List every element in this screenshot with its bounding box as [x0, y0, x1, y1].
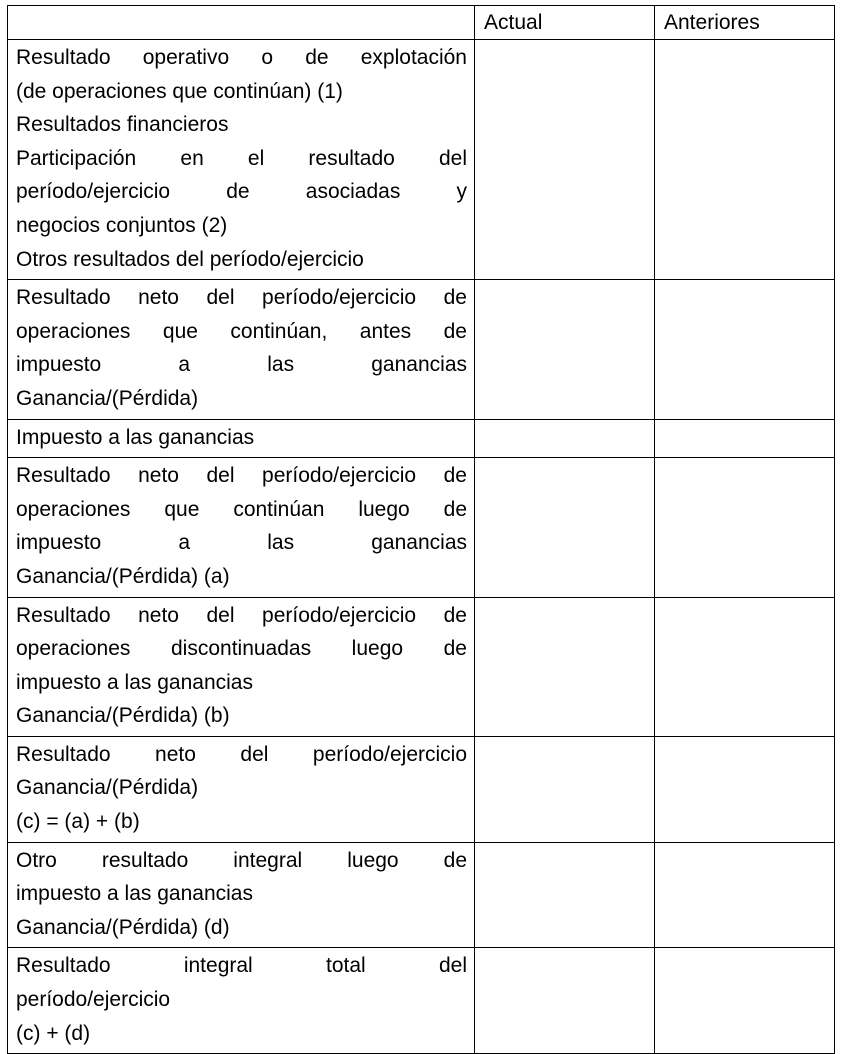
actual-value-cell	[475, 597, 655, 736]
header-actual: Actual	[475, 6, 655, 40]
row-label-line: impuesto a las ganancias	[16, 353, 467, 377]
actual-value-cell	[475, 40, 655, 280]
row-label-line: operaciones discontinuadas luego de	[16, 637, 467, 661]
previous-value-cell	[655, 842, 835, 948]
row-label-cell	[8, 736, 475, 842]
row-label-cell	[8, 458, 475, 597]
row-label-line: Resultado neto del período/ejercicio de	[16, 603, 467, 627]
row-label-line: Resultados financieros	[16, 113, 229, 137]
row-label-line: período/ejercicio	[16, 988, 171, 1012]
row-label-line: Resultado operativo o de explotación	[16, 46, 467, 69]
row-label-line: (c) = (a) + (b)	[16, 810, 140, 834]
row-label-line: Ganancia/(Pérdida) (b)	[16, 704, 230, 728]
previous-value-cell	[655, 736, 835, 842]
table-row	[8, 597, 835, 736]
row-label-line: operaciones que continúan, antes de	[16, 319, 467, 343]
row-label-line: Resultado neto del período/ejercicio de	[16, 286, 467, 310]
row-label-line: (de operaciones que continúan) (1)	[16, 79, 343, 103]
table-row	[8, 40, 835, 280]
row-label-line: Otros resultados del período/ejercicio	[16, 247, 364, 271]
row-label-line: negocios conjuntos (2)	[16, 213, 228, 237]
actual-value-cell	[475, 419, 655, 458]
previous-value-cell	[655, 597, 835, 736]
actual-value-cell	[475, 948, 655, 1054]
row-label-line: Participación en el resultado del	[16, 146, 467, 170]
previous-value-cell	[655, 280, 835, 419]
previous-value-cell	[655, 458, 835, 597]
row-label-cell	[8, 280, 475, 419]
row-label-line: Impuesto a las ganancias	[16, 425, 255, 449]
actual-value-cell	[475, 458, 655, 597]
table-row	[8, 948, 835, 1054]
table-row	[8, 842, 835, 948]
row-label-line: operaciones que continúan luego de	[16, 497, 467, 521]
income-statement-table	[7, 5, 835, 1054]
table-row	[8, 280, 835, 419]
row-label-cell	[8, 419, 475, 458]
row-label-line: impuesto a las ganancias	[16, 670, 253, 694]
row-label-line: impuesto a las ganancias	[16, 882, 253, 906]
row-label-line: (c) + (d)	[16, 1021, 91, 1045]
row-label-line: período/ejercicio de asociadas y	[16, 180, 467, 204]
row-label-cell	[8, 842, 475, 948]
row-label-line: Otro resultado integral luego de	[16, 848, 467, 872]
previous-value-cell	[655, 40, 835, 280]
row-label-line: Resultado integral total del	[16, 954, 467, 978]
header-previous: Anteriores	[655, 6, 835, 40]
actual-value-cell	[475, 280, 655, 419]
previous-value-cell	[655, 419, 835, 458]
actual-value-cell	[475, 736, 655, 842]
row-label-cell	[8, 40, 475, 280]
row-label-cell	[8, 597, 475, 736]
row-label-line: Ganancia/(Pérdida)	[16, 776, 199, 800]
table-row	[8, 458, 835, 597]
actual-value-cell	[475, 842, 655, 948]
table-body	[8, 6, 835, 1054]
row-label-line: Resultado neto del período/ejercicio	[16, 742, 467, 766]
row-label-cell	[8, 948, 475, 1054]
row-label-line: Ganancia/(Pérdida)	[16, 386, 199, 410]
row-label-line: Resultado neto del período/ejercicio de	[16, 464, 467, 488]
table-row	[8, 419, 835, 458]
table-row	[8, 736, 835, 842]
row-label-line: Ganancia/(Pérdida) (a)	[16, 564, 230, 588]
header-row	[8, 6, 835, 40]
header-label-cell	[8, 6, 475, 40]
row-label-line: Ganancia/(Pérdida) (d)	[16, 915, 230, 939]
row-label-line: impuesto a las ganancias	[16, 531, 467, 555]
previous-value-cell	[655, 948, 835, 1054]
